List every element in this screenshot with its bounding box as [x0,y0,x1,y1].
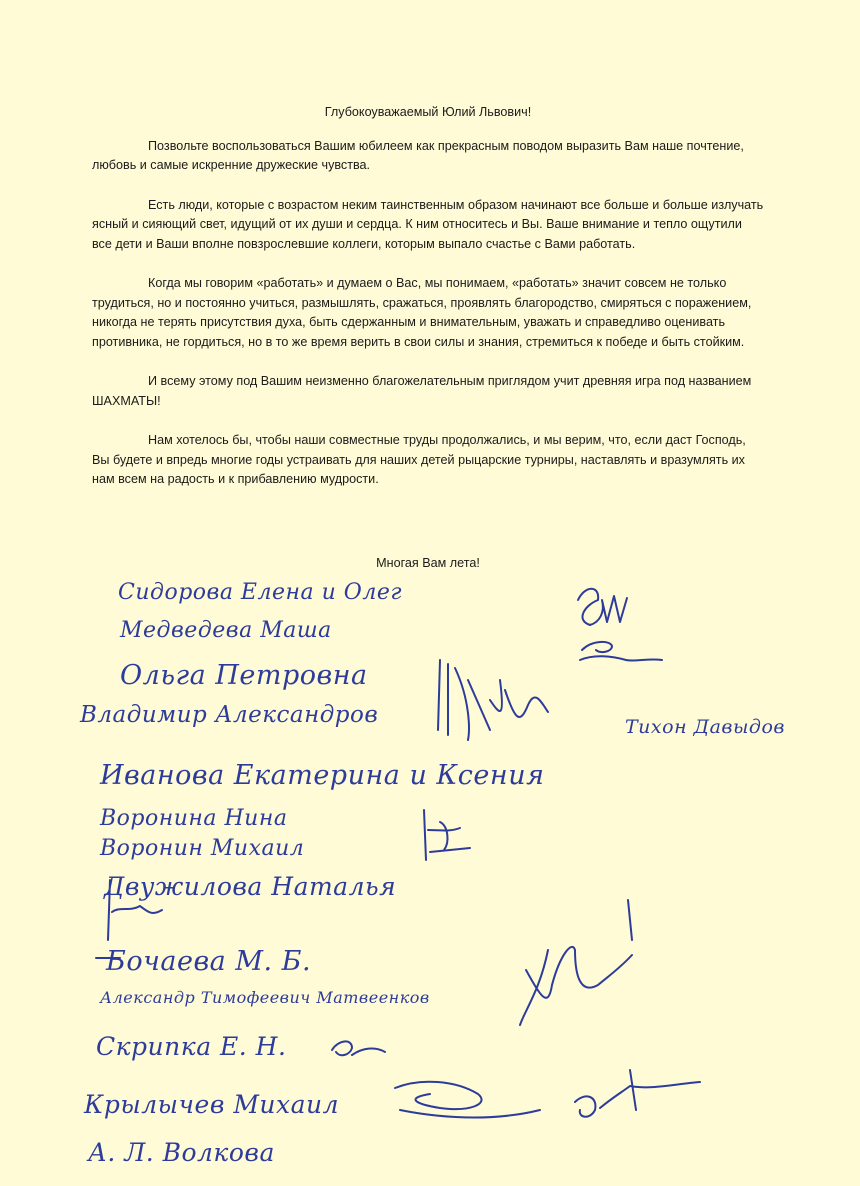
letter-paragraph: Позвольте воспользоваться Вашим юбилеем как прекрасным поводом выразить Вам наше почтение, любовь и самые искренние дружеские чувства. [92,138,744,172]
autograph-scribble [332,1041,385,1055]
autograph-scribble [395,1082,540,1118]
signature-name: Воронина Нина [100,806,288,831]
autograph-scribble [438,660,548,740]
letter-greeting: Глубокоуважаемый Юлий Львович! [324,105,532,119]
signature-name: Медведева Маша [120,618,332,643]
autograph-scribble [575,1070,700,1117]
signature-name: Владимир Александров [80,702,379,728]
letter-paragraph: Есть люди, которые с возрастом неким таинственным образом начинают все больше и больше излучать ясный и сияющий свет, идущий от их души и сердца. К ним относитесь и Вы. Ваше внимание и тепло ощутили все дети и Ваши вполне повзрослевшие коллеги, которым выпало счастье с Вами работать. [92,197,764,251]
signature-name: Скрипка Е. Н. [96,1032,287,1061]
letter-paragraph: Нам хотелось бы, чтобы наши совместные труды продолжались, и мы верим, что, если даст Господь, Вы будете и впредь многие годы устраивать для наших детей рыцарские турниры, наставлять и вразумлять их нам всем на радость и к прибавлению мудрости. [92,433,746,486]
letter-paragraph: И всему этому под Вашим неизменно благожелательным приглядом учит древняя игра под названием ШАХМАТЫ! [92,374,752,408]
signature-name: Двужилова Наталья [104,872,397,901]
initials-signature [580,642,662,661]
letter-closing: Многая Вам лета! [376,556,480,570]
autograph-scribble [520,900,632,1025]
signature-name: Крылычев Михаил [84,1090,340,1119]
signature-name: Александр Тимофеевич Матвеенков [100,988,430,1007]
signature-name: Сидорова Елена и Олег [118,580,402,605]
initials-signature [578,589,627,625]
signature-name: Бочаева М. Б. [106,946,312,977]
autograph-scribble [424,810,470,860]
letter-paragraph: Когда мы говорим «работать» и думаем о Вас, мы понимаем, «работать» значит совсем не только трудиться, но и постоянно учиться, размышлять, сражаться, проявлять благородство, смиряться с поражением, никогда не терять присутствия духа, быть сдержанным и внимательным, уважать и справедливо оценивать противника, не гордиться, но в то же время верить в свои силы и знания, стремиться к победе и быть стойким. [92,276,752,349]
signature-name: Воронин Михаил [100,836,305,861]
signature-name: Ольга Петровна [120,660,368,691]
autograph-scribble [108,880,162,940]
signature-name: Тихон Давыдов [625,716,785,738]
signature-name: А. Л. Волкова [88,1138,275,1167]
signature-name: Иванова Екатерина и Ксения [100,760,545,791]
